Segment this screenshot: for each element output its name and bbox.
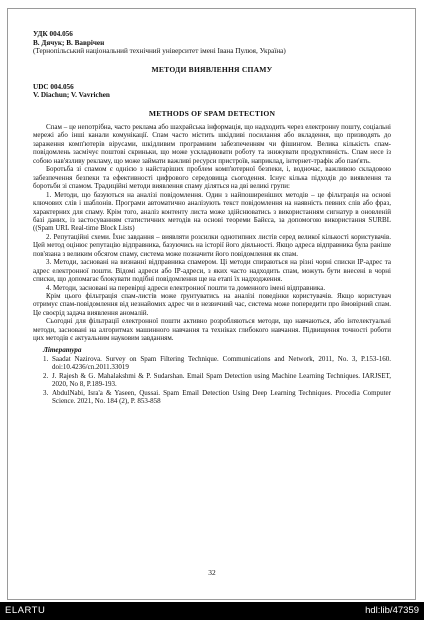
udc-en: UDC 004.056: [33, 82, 74, 91]
title-ua: МЕТОДИ ВИЯВЛЕННЯ СПАМУ: [151, 64, 273, 74]
paragraph-method-1: 1. Методи, що базуються на аналізі повідомлення. Один з найпоширеніших методів – це фільтрація на основі ключових слів і шаблонів. Програми автоматично аналізують текст повідомлення на наявність певних слів або фраз, характерних для спаму. Крім того, аналіз контенту листа може здійснюватись з використанням сигнатур в оновленій базі даних, із застосуванням статистичних методів на основі теореми Байєса, за допомогою використання SURBL ((Spam URL Real-time Block Lists): [33, 190, 391, 233]
paragraph-approaches: Боротьба зі спамом є однією з найстаріших проблем комп'ютерної безпеки, і, водночас, важливою складовою забезпечення безпеки та ефективності цифрового середовища сьогодення. Існує кілька підходів до виявлення та боротьби зі спамом. Традиційні методи виявлення спаму діляться на дві великі групи:: [33, 165, 391, 191]
page-number: 32: [208, 568, 216, 577]
article-content: [33, 30, 391, 405]
udc-ua: УДК 004.056: [33, 30, 73, 38]
paragraph-method-3: 3. Методи, засновані на визнанні відправника спамером. Ці методи спираються на різні чорні списки IP-адрес та адрес електронної пошти. Відомі адреси або IP-адреси, з яких часто надходить спам, можуть бути внесені в чорні списки, що допомагає блокувати подібні повідомлення ще на етапі їх надходження.: [33, 258, 391, 284]
reference-item: 2. J. Rajesh & G. Mahalakshmi & P. Sudarshan. Email Spam Detection using Machine Learning Techniques. IARJSET, 2020, No 8, P.189-193.: [50, 372, 391, 389]
footer-bar: [0, 602, 424, 620]
authors-en: V. Diachun; V. Vavrichen: [33, 91, 110, 100]
paragraph-behavior: Крім цього фільтрація спам-листів може ґрунтуватись на аналізі поведінки користувачів. Якщо користувач отримує спам-повідомлення від незнайомих адрес чи в незвичний час, система може попередити про ймовірний спам. Це своєрід задача виявлення аномалій.: [33, 292, 391, 317]
paragraph-method-4: 4. Методи, засновані на перевірці адреси електронної пошти та доменного імені відправника.: [46, 283, 326, 292]
title-en: METHODS OF SPAM DETECTION: [148, 108, 276, 118]
reference-list: [33, 355, 391, 406]
reference-item: 3. AbdulNabi, Isra'a & Yaseen, Qussai. Spam Email Detection Using Deep Learning Techniques. Procedia Computer Science. 2021, No. 184 (2), P. 853-858: [50, 389, 391, 406]
paragraph-intro: Спам – це непотрібна, часто реклама або шахрайська інформація, що надходить через електронну пошту, соціальні мережі або інші канали комунікації. Спам часто містить шкідливі посилання або вкладення, що призводять до зараження комп'ютерів вірусами, шкідливим програмним забезпеченням чи фішингом. Велика кількість спам-повідомлень засмічує поштові скриньки, що може ускладнювати роботу та знижувати продуктивність. Спам несе із собою нав'язливу рекламу, що може займати важливі ресурси пристроїв, наприклад, інтернет-трафік або пам'ять.: [33, 122, 391, 165]
authors-ua: В. Дячук; В. Ваврічен: [33, 38, 105, 47]
handle-link[interactable]: hdl:lib/47359: [365, 605, 419, 616]
reference-item: 1. Saadat Nazirova. Survey on Spam Filtering Technique. Communications and Network, 2011, No. 3, P.153-160. doi:10.4236/cn.2011.33019: [50, 355, 391, 372]
paragraph-ml: Сьогодні для фільтрації електронної пошти активно розробляються методи, що навчаються, або інтелектуальні методи, засновані на алгоритмах машинного навчання та техніках глибокого навчання. Підвищення точності роботи цих методів є актуальним науковим завданням.: [33, 317, 391, 343]
paragraph-method-2: 2. Репутаційні схеми. Їхнє завдання – виявляти розсилки однотипних листів серед великої кількості користувачів. Цей метод оцінює репутацію відправника, базуючись на історії його діяльності. Якщо адреса відправника була раніше пов'язана з великим обсягом спаму, система може позначити його повідомлення як спам.: [33, 232, 391, 258]
repository-name: ELARTU: [5, 605, 46, 616]
affiliation-ua: (Тернопільський національний технічний університет імені Івана Пулюя, Україна): [33, 47, 286, 56]
literature-heading: Література: [43, 345, 82, 354]
